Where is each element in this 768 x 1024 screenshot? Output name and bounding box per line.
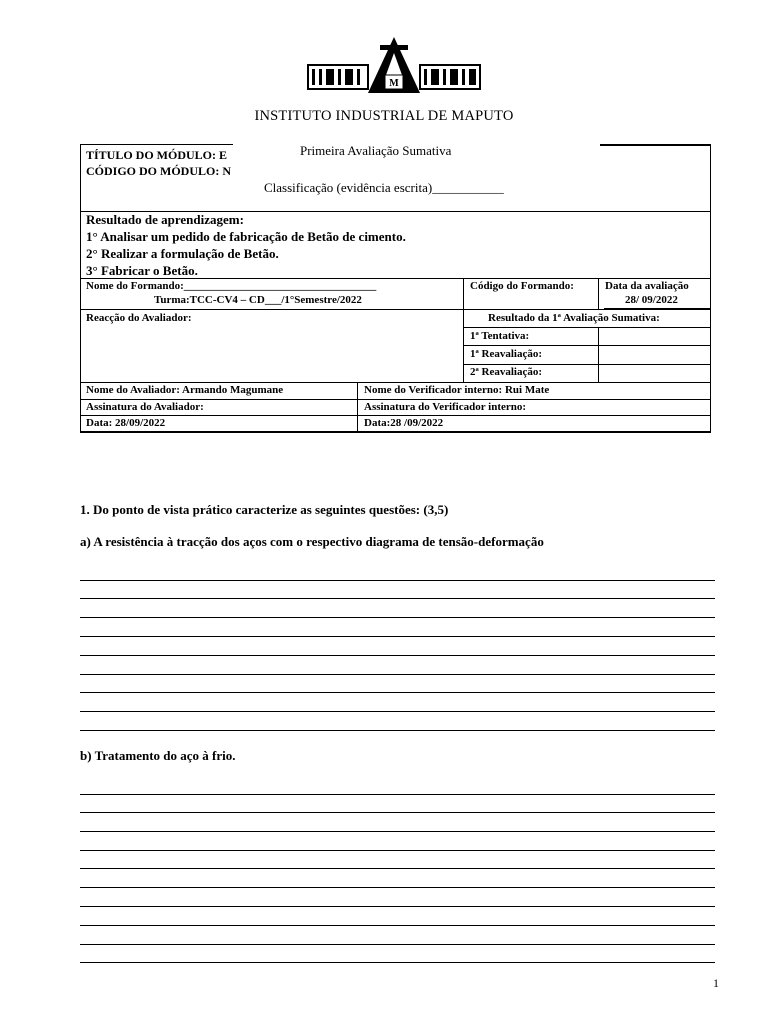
classification-field: Classificação (evidência escrita)___________: [264, 180, 504, 195]
verifier-name: Nome do Verificador interno: Rui Mate: [364, 384, 550, 396]
institute-logo: [306, 35, 482, 100]
student-name-field: Nome do Formando:___________________________________: [86, 280, 377, 292]
module-title-label: TÍTULO DO MÓDULO: E: [86, 148, 228, 162]
attempt-label: 1ª Tentativa:: [470, 330, 530, 342]
attempt-label: 1ª Reavaliação:: [470, 348, 543, 360]
eval-date-label: Data da avaliação: [605, 280, 689, 292]
learning-item: 3° Fabricar o Betão.: [86, 263, 198, 278]
result-heading: Resultado da 1ª Avaliação Sumativa:: [488, 312, 660, 324]
class-line: Turma:TCC-CV4 – CD___/1°Semestre/2022: [154, 294, 362, 306]
page-number: 1: [713, 976, 719, 990]
evaluator-reaction-label: Reacção do Avaliador:: [86, 312, 192, 324]
eval-date-value: 28/ 09/2022: [625, 294, 678, 306]
question-1a: a) A resistência à tracção dos aços com o respectivo diagrama de tensão-deformação: [80, 534, 544, 549]
verifier-signature: Assinatura do Verificador interno:: [364, 401, 527, 413]
question-1: 1. Do ponto de vista prático caracterize as seguintes questões: (3,5): [80, 502, 449, 517]
learning-item: 1° Analisar um pedido de fabricação de Betão de cimento.: [86, 229, 406, 244]
learning-item: 2° Realizar a formulação de Betão.: [86, 246, 279, 261]
evaluation-date-left: Data: 28/09/2022: [86, 417, 166, 429]
evaluator-name: Nome do Avaliador: Armando Magumane: [86, 384, 284, 396]
evaluation-date-right: Data:28 /09/2022: [364, 417, 444, 429]
institute-name: INSTITUTO INDUSTRIAL DE MAPUTO: [254, 108, 514, 124]
learning-heading: Resultado de aprendizagem:: [86, 212, 244, 227]
evaluation-title: Primeira Avaliação Sumativa: [300, 143, 452, 158]
student-code-label: Código do Formando:: [470, 280, 574, 292]
evaluator-signature: Assinatura do Avaliador:: [86, 401, 204, 413]
attempt-label: 2ª Reavaliação:: [470, 366, 543, 378]
question-1b: b) Tratamento do aço à frio.: [80, 748, 236, 763]
module-code-label: CÓDIGO DO MÓDULO: N: [86, 164, 231, 178]
logo-letter: M: [389, 78, 399, 89]
